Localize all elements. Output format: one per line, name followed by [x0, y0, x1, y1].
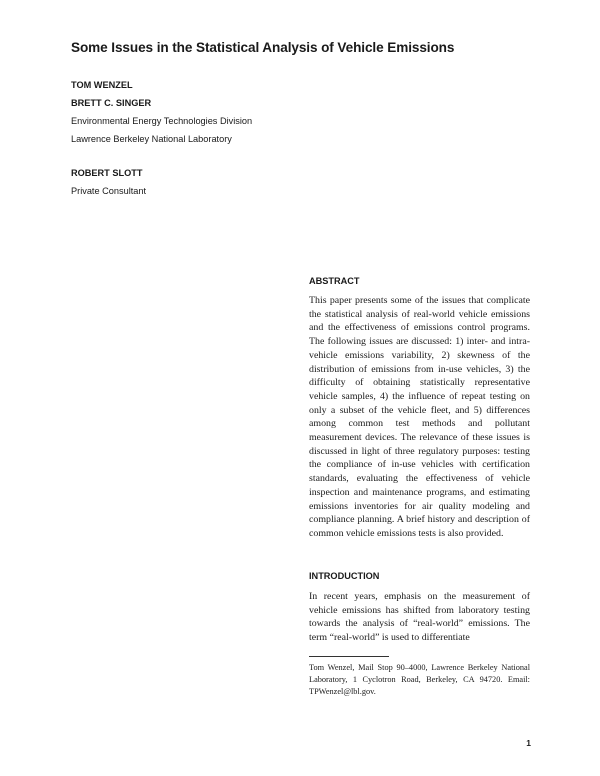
footnote: Tom Wenzel, Mail Stop 90–4000, Lawrence Berkeley National Laboratory, 1 Cyclotron Road, Berkeley, CA 94720. Email: TPWenzel@lbl.gov.	[309, 663, 530, 696]
author-name: ROBERT SLOTT	[71, 168, 143, 178]
author-affiliation: Lawrence Berkeley National Laboratory	[71, 134, 232, 144]
introduction-heading: INTRODUCTION	[309, 571, 380, 581]
introduction-text: In recent years, emphasis on the measurement of vehicle emissions has shifted from laboratory testing towards the analysis of “real-world” emissions. The term “real-world” is used to differentiate	[309, 591, 530, 644]
author-affiliation: Environmental Energy Technologies Division	[71, 116, 253, 126]
abstract-heading: ABSTRACT	[309, 276, 360, 286]
author-name: TOM WENZEL	[71, 80, 133, 90]
footnote-rule	[309, 656, 389, 657]
paper-title: Some Issues in the Statistical Analysis of Vehicle Emissions	[71, 40, 455, 55]
author-name: BRETT C. SINGER	[71, 98, 152, 108]
author-affiliation: Private Consultant	[71, 186, 147, 196]
page-number: 1	[526, 738, 531, 748]
abstract-text: This paper presents some of the issues that complicate the statistical analysis of real-world vehicle emissions and the effectiveness of emissions control programs. The following issues are discussed: 1) inter- and intra-vehicle emissions variability, 2) skewness of the distribution of emissions from in-use vehicles, 3) the difficulty of obtaining statistically representative vehicle samples, 4) the influence of repeat testing on only a subset of the vehicle fleet, and 5) differences among common test methods and pollutant measurement devices. The relevance of these issues is discussed in light of three regulatory purposes: testing the compliance of in-use vehicles with certification standards, evaluating the effectiveness of vehicle inspection and maintenance programs, and estimating emissions inventories for air quality modeling and compliance planning. A brief history and description of common vehicle emissions tests is also provided.	[309, 295, 530, 539]
